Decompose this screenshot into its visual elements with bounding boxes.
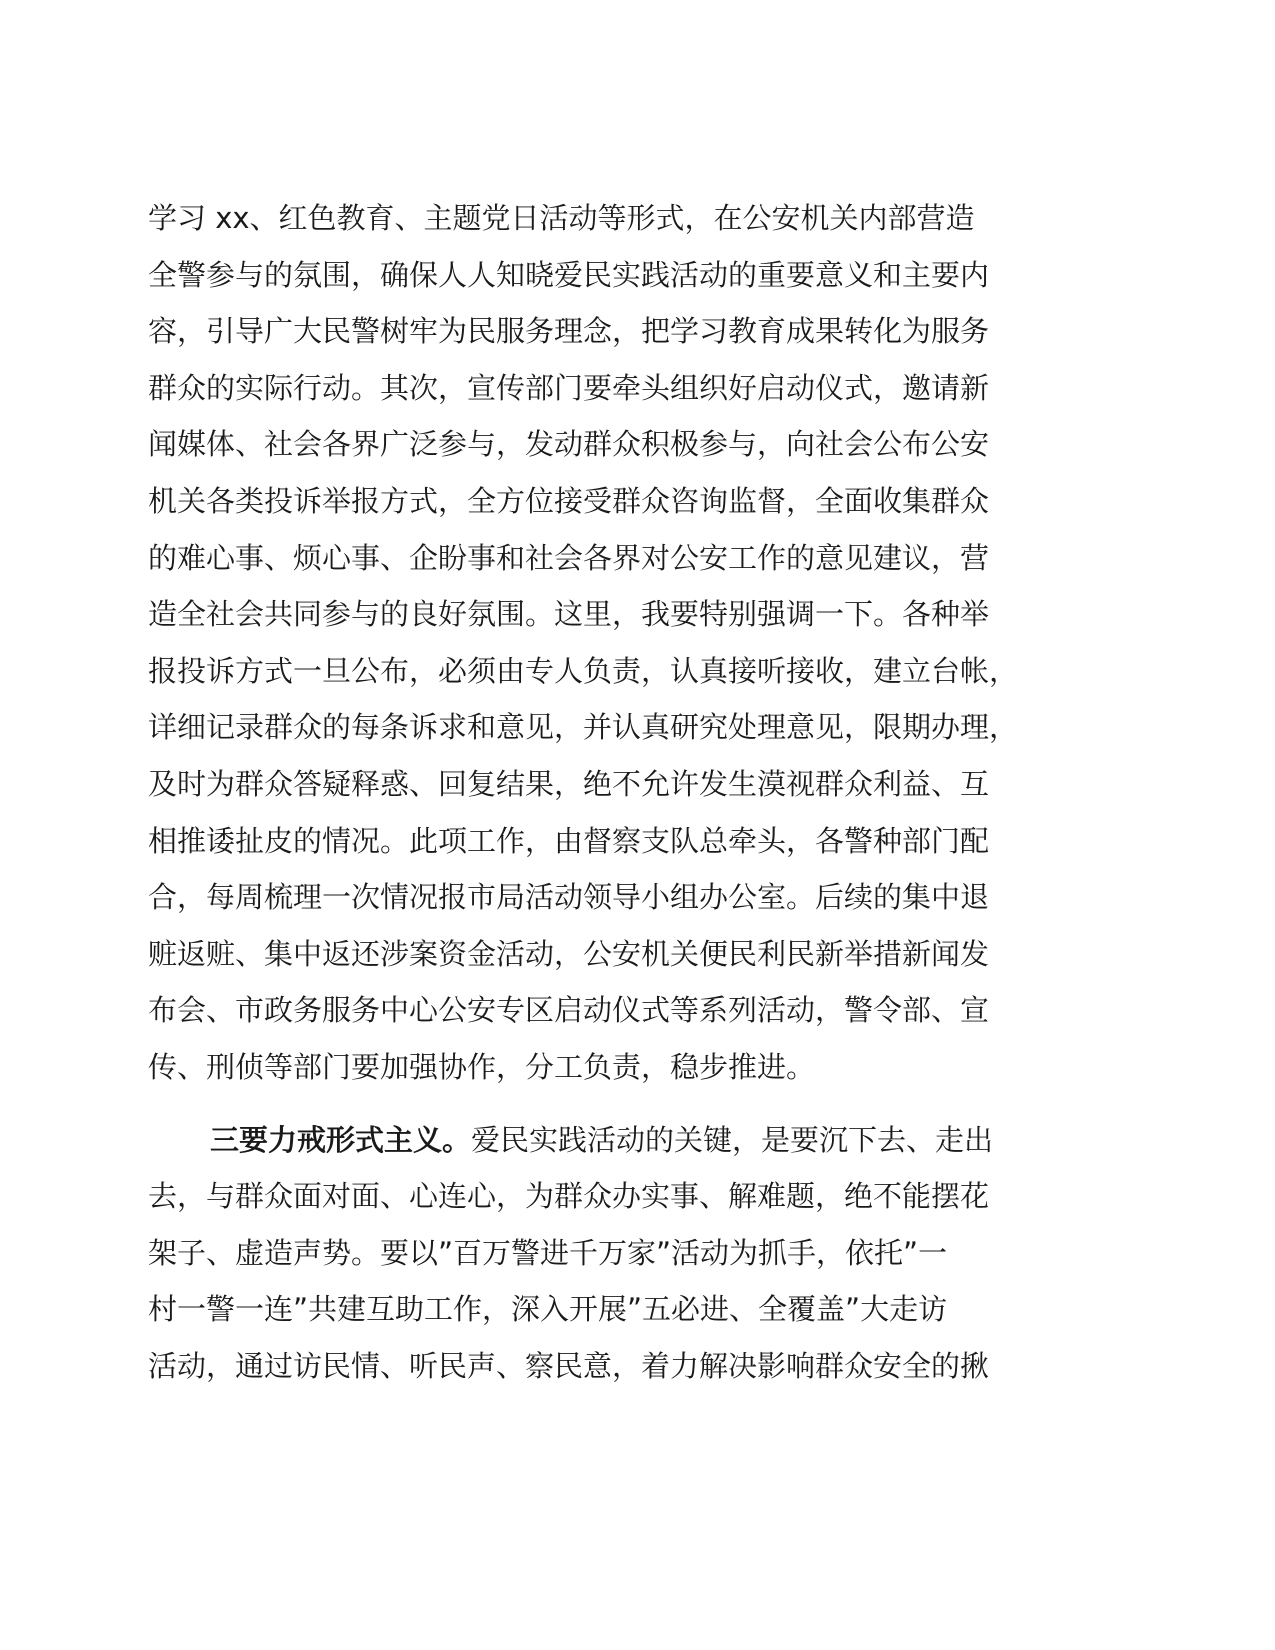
paragraph-line: 架子、虚造声势。要以”百万警进千万家”活动为抓手，依托”一 bbox=[148, 1235, 948, 1270]
paragraph-line: 布会、市政务服务中心公安专区启动仪式等系列活动，警令部、宣 bbox=[148, 993, 990, 1028]
paragraph-line: 学习 xx、红色教育、主题党日活动等形式，在公安机关内部营造 bbox=[148, 201, 975, 235]
paragraph-line: 合，每周梳理一次情况报市局活动领导小组办公室。后续的集中退 bbox=[148, 880, 990, 915]
paragraph-line: 及时为群众答疑释惑、回复结果，绝不允许发生漠视群众利益、互 bbox=[148, 766, 990, 801]
paragraph-line: 的难心事、烦心事、企盼事和社会各界对公安工作的意见建议，营 bbox=[148, 540, 990, 575]
section-heading: 三要力戒形式主义。 bbox=[210, 1122, 472, 1157]
paragraph-line: 相推诿扯皮的情况。此项工作，由督察支队总牵头，各警种部门配 bbox=[148, 823, 990, 858]
paragraph-first-line-text: 爱民实践活动的关键，是要沉下去、走出 bbox=[471, 1122, 994, 1157]
paragraph-line: 赃返赃、集中返还涉案资金活动，公安机关便民利民新举措新闻发 bbox=[148, 936, 990, 971]
paragraph-1 bbox=[148, 190, 1128, 1096]
paragraph-line: 活动，通过访民情、听民声、察民意，着力解决影响群众安全的揪 bbox=[148, 1348, 990, 1383]
paragraph-line: 传、刑侦等部门要加强协作，分工负责，稳步推进。 bbox=[148, 1049, 816, 1084]
document-body bbox=[148, 190, 1128, 1394]
paragraph-line: 机关各类投诉举报方式，全方位接受群众咨询监督，全面收集群众 bbox=[148, 483, 990, 518]
paragraph-line: 报投诉方式一旦公布，必须由专人负责，认真接听接收，建立台帐， bbox=[148, 653, 1019, 688]
paragraph-line: 详细记录群众的每条诉求和意见，并认真研究处理意见，限期办理， bbox=[148, 710, 1019, 745]
paragraph-line: 闻媒体、社会各界广泛参与，发动群众积极参与，向社会公布公安 bbox=[148, 427, 990, 462]
paragraph-line: 容，引导广大民警树牢为民服务理念，把学习教育成果转化为服务 bbox=[148, 314, 990, 349]
paragraph-line: 群众的实际行动。其次，宣传部门要牵头组织好启动仪式，邀请新 bbox=[148, 370, 990, 405]
paragraph-line: 造全社会共同参与的良好氛围。这里，我要特别强调一下。各种举 bbox=[148, 597, 990, 632]
paragraph-line: 去，与群众面对面、心连心，为群众办实事、解难题，绝不能摆花 bbox=[148, 1179, 990, 1214]
paragraph-spacer bbox=[148, 1096, 1128, 1112]
paragraph-line: 村一警一连”共建互助工作，深入开展”五必进、全覆盖”大走访 bbox=[148, 1292, 948, 1327]
paragraph-line: 全警参与的氛围，确保人人知晓爱民实践活动的重要意义和主要内 bbox=[148, 257, 990, 292]
paragraph-2 bbox=[148, 1112, 1128, 1395]
paragraph-first-line bbox=[148, 1112, 1128, 1169]
